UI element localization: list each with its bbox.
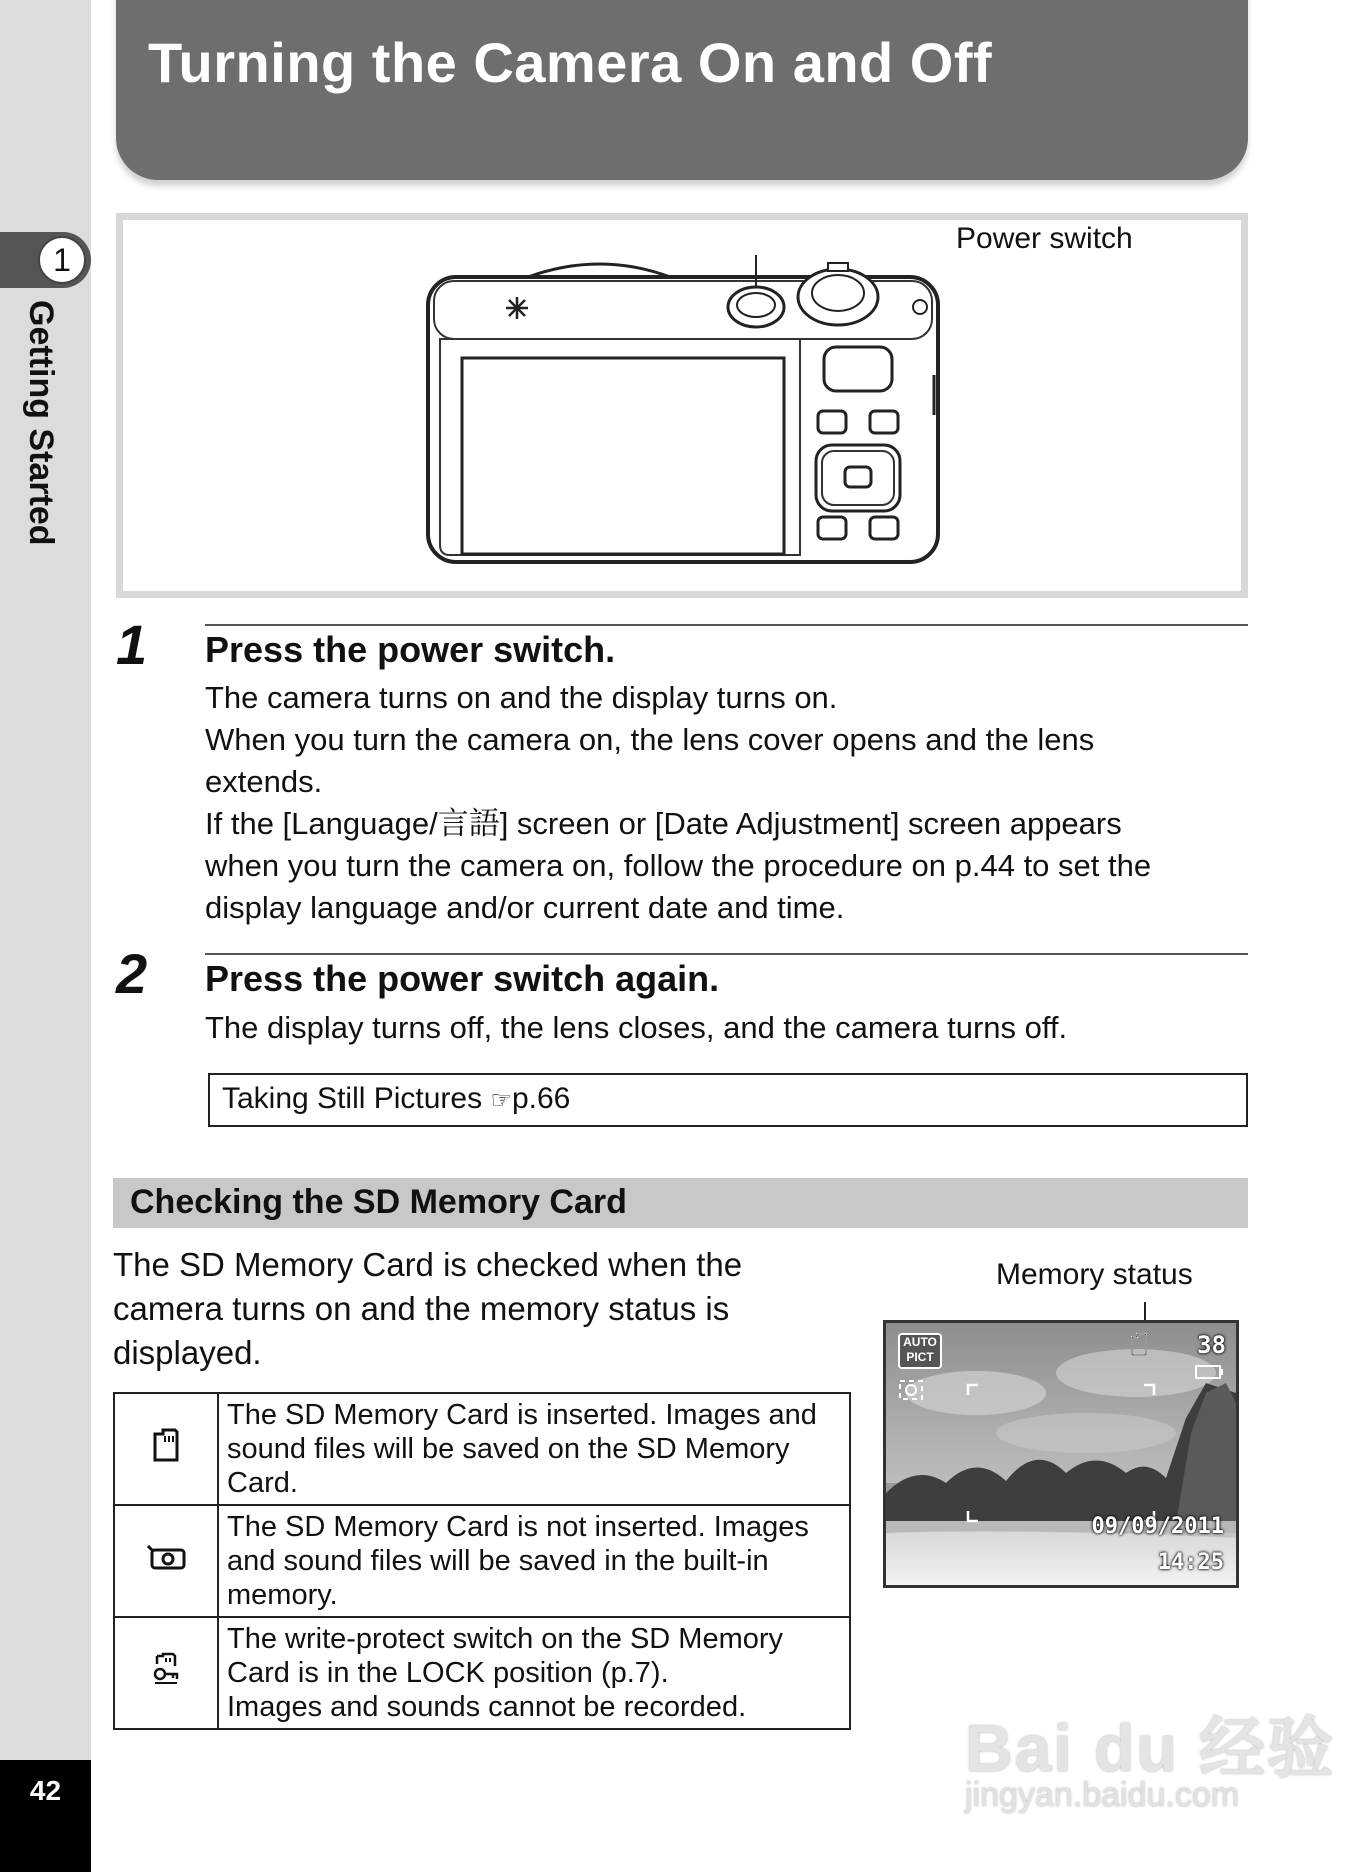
step-body-line: when you turn the camera on, follow the procedure on p.44 to set the bbox=[205, 848, 1152, 883]
page-number: 42 bbox=[29, 1775, 62, 1806]
sd-card-icon bbox=[151, 1428, 181, 1462]
step-number: 1 bbox=[116, 613, 148, 676]
watermark-brand: Bai du 经验 bbox=[965, 1711, 1336, 1785]
pointing-hand-icon: ☞ bbox=[490, 1086, 512, 1114]
table-row bbox=[114, 1617, 850, 1729]
sd-intro-line: The SD Memory Card is checked when the bbox=[113, 1246, 743, 1283]
table-row bbox=[114, 1505, 850, 1617]
reference-text: Taking Still Pictures bbox=[222, 1082, 483, 1115]
mode-label-bottom: PICT bbox=[906, 1350, 934, 1364]
description-cell bbox=[218, 1617, 850, 1729]
sd-intro-paragraph bbox=[113, 1243, 742, 1375]
power-switch-callout: Power switch bbox=[956, 222, 1133, 255]
reference-page-link[interactable]: p.66 bbox=[511, 1082, 571, 1115]
watermark-url: jingyan.baidu.com bbox=[965, 1776, 1240, 1814]
step-number: 2 bbox=[116, 942, 148, 1005]
built-in-memory-icon bbox=[144, 1542, 188, 1572]
memory-status-table bbox=[113, 1392, 851, 1730]
chapter-title-wrap bbox=[22, 300, 88, 580]
description-cell bbox=[218, 1393, 850, 1505]
sd-intro-line: camera turns on and the memory status is bbox=[113, 1290, 730, 1327]
flash-icon bbox=[506, 297, 528, 319]
step-body-line: If the [Language/言語] screen or [Date Adjustment] screen appears bbox=[205, 806, 1122, 841]
mode-label-top: AUTO bbox=[903, 1335, 937, 1349]
lcd-time: 14:25 bbox=[1157, 1550, 1224, 1575]
description-line: The SD Memory Card is not inserted. Images bbox=[227, 1511, 809, 1543]
description-line: and sound files will be saved in the built-in bbox=[227, 1545, 769, 1577]
step-rule bbox=[205, 953, 1248, 955]
step-body-line: When you turn the camera on, the lens cover opens and the lens bbox=[205, 722, 1095, 757]
reference-box bbox=[208, 1073, 1248, 1127]
sd-card-status-icon bbox=[1130, 1333, 1148, 1357]
lcd-screen-illustration bbox=[883, 1320, 1239, 1588]
step-heading: Press the power switch again. bbox=[205, 958, 720, 999]
page-title: Turning the Camera On and Off bbox=[148, 31, 993, 94]
step-body-line: The display turns off, the lens closes, and the camera turns off. bbox=[205, 1010, 1068, 1045]
step-body-line: extends. bbox=[205, 764, 323, 799]
description-line: memory. bbox=[227, 1579, 338, 1611]
description-line: The write-protect switch on the SD Memory bbox=[227, 1623, 784, 1655]
shots-remaining: 38 bbox=[1197, 1331, 1226, 1359]
camera-back-illustration bbox=[420, 255, 960, 575]
section-title: Checking the SD Memory Card bbox=[130, 1183, 627, 1221]
chapter-number: 1 bbox=[38, 236, 86, 284]
description-cell bbox=[218, 1505, 850, 1617]
step-body-line: display language and/or current date and time. bbox=[205, 890, 845, 925]
icon-cell bbox=[114, 1505, 218, 1617]
battery-icon bbox=[1194, 1363, 1226, 1381]
auto-picture-mode-icon bbox=[898, 1333, 942, 1369]
face-detection-icon bbox=[898, 1379, 924, 1401]
description-line: Images and sounds cannot be recorded. bbox=[227, 1691, 747, 1723]
description-line: The SD Memory Card is inserted. Images and bbox=[227, 1399, 817, 1431]
step-heading: Press the power switch. bbox=[205, 629, 616, 670]
icon-cell bbox=[114, 1617, 218, 1729]
description-line: sound files will be saved on the SD Memory bbox=[227, 1433, 790, 1465]
icon-cell bbox=[114, 1393, 218, 1505]
lcd-date: 09/09/2011 bbox=[1091, 1514, 1224, 1539]
sd-locked-icon bbox=[151, 1652, 181, 1686]
chapter-title: Getting Started bbox=[22, 300, 60, 546]
memory-status-callout: Memory status bbox=[996, 1258, 1193, 1291]
step-body-line: The camera turns on and the display turns on. bbox=[205, 680, 838, 715]
description-line: Card. bbox=[227, 1467, 298, 1499]
focus-frame-icon bbox=[966, 1383, 1156, 1523]
sd-intro-line: displayed. bbox=[113, 1334, 262, 1371]
table-row bbox=[114, 1393, 850, 1505]
step-rule bbox=[205, 624, 1248, 626]
description-line: Card is in the LOCK position (p.7). bbox=[227, 1657, 669, 1689]
